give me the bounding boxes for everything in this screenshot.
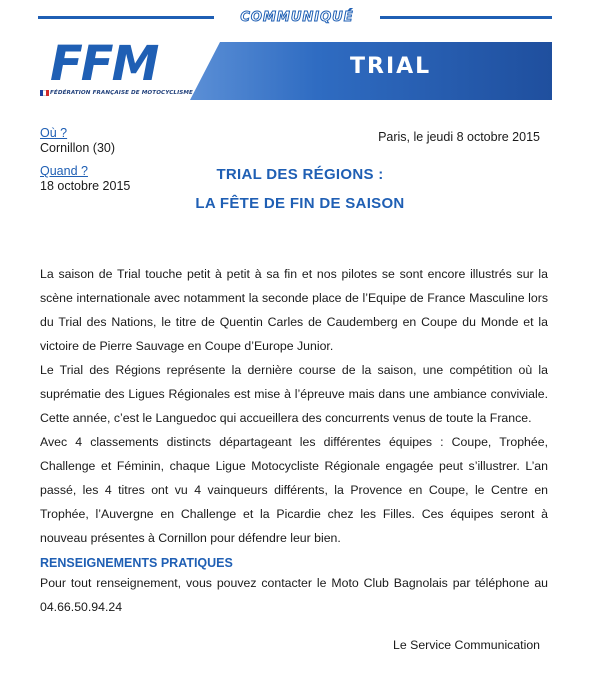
info-text: Pour tout renseignement, vous pouvez contacter le Moto Club Bagnolais par téléphone au 04.66.50.94.24: [40, 576, 548, 614]
letterhead: [40, 38, 552, 102]
logo-letters: FFM: [50, 36, 158, 92]
discipline-band: [190, 42, 552, 100]
paragraph-1: La saison de Trial touche petit à petit à sa fin et nos pilotes se sont encore illustrés sur la scène internationale avec notamment la seconde place de l’Equipe de France Masculine lors du Trial des Nations, le titre de Quentin Carles de Caudemberg en Coupe du Monde et la victoire de Pierre Sauvage en Coupe d’Europe Junior.: [40, 267, 548, 353]
ffm-logo: [40, 38, 200, 102]
where-block: [40, 126, 115, 156]
discipline-label: TRIAL: [350, 54, 432, 79]
info-heading: RENSEIGNEMENTS PRATIQUES: [40, 556, 233, 570]
logo-subtitle: FÉDÉRATION FRANÇAISE DE MOTOCYCLISME: [50, 90, 193, 96]
paragraph-2: Le Trial des Régions représente la dernière course de la saison, une compétition où la suprématie des Ligues Régionales est mise à l’épreuve mais dans une ambiance conviviale. Cette année, c’est le Languedoc qui accueillera des concurrents venus de toute la France.: [40, 363, 548, 425]
banner-rule-right: [380, 16, 552, 19]
title-line-2: LA FÊTE DE FIN DE SAISON: [195, 195, 405, 212]
title-line-1: TRIAL DES RÉGIONS :: [216, 166, 384, 183]
dateline: Paris, le jeudi 8 octobre 2015: [378, 130, 540, 144]
banner-rule-left: [38, 16, 214, 19]
signature: Le Service Communication: [393, 638, 540, 652]
french-flag-icon: [40, 90, 49, 96]
when-label: Quand ?: [40, 164, 88, 178]
where-value: Cornillon (30): [40, 141, 116, 155]
paragraph-3: Avec 4 classements distincts départageant les différentes équipes : Coupe, Trophée, Challenge et Féminin, chaque Ligue Motocycliste Régionale engagée peut s’illustrer. L’an passé, les 4 titres ont vu 4 vainqueurs différents, la Provence en Coupe, le Centre en Trophée, l’Auvergne en Challenge et la Picardie chez les Filles. Ces équipes seront à nouveau présentes à Cornillon pour défendre leur bien.: [40, 435, 548, 545]
communique-banner: COMMUNIQUÉ: [240, 10, 354, 25]
when-value: 18 octobre 2015: [40, 179, 131, 193]
where-label: Où ?: [40, 126, 68, 140]
